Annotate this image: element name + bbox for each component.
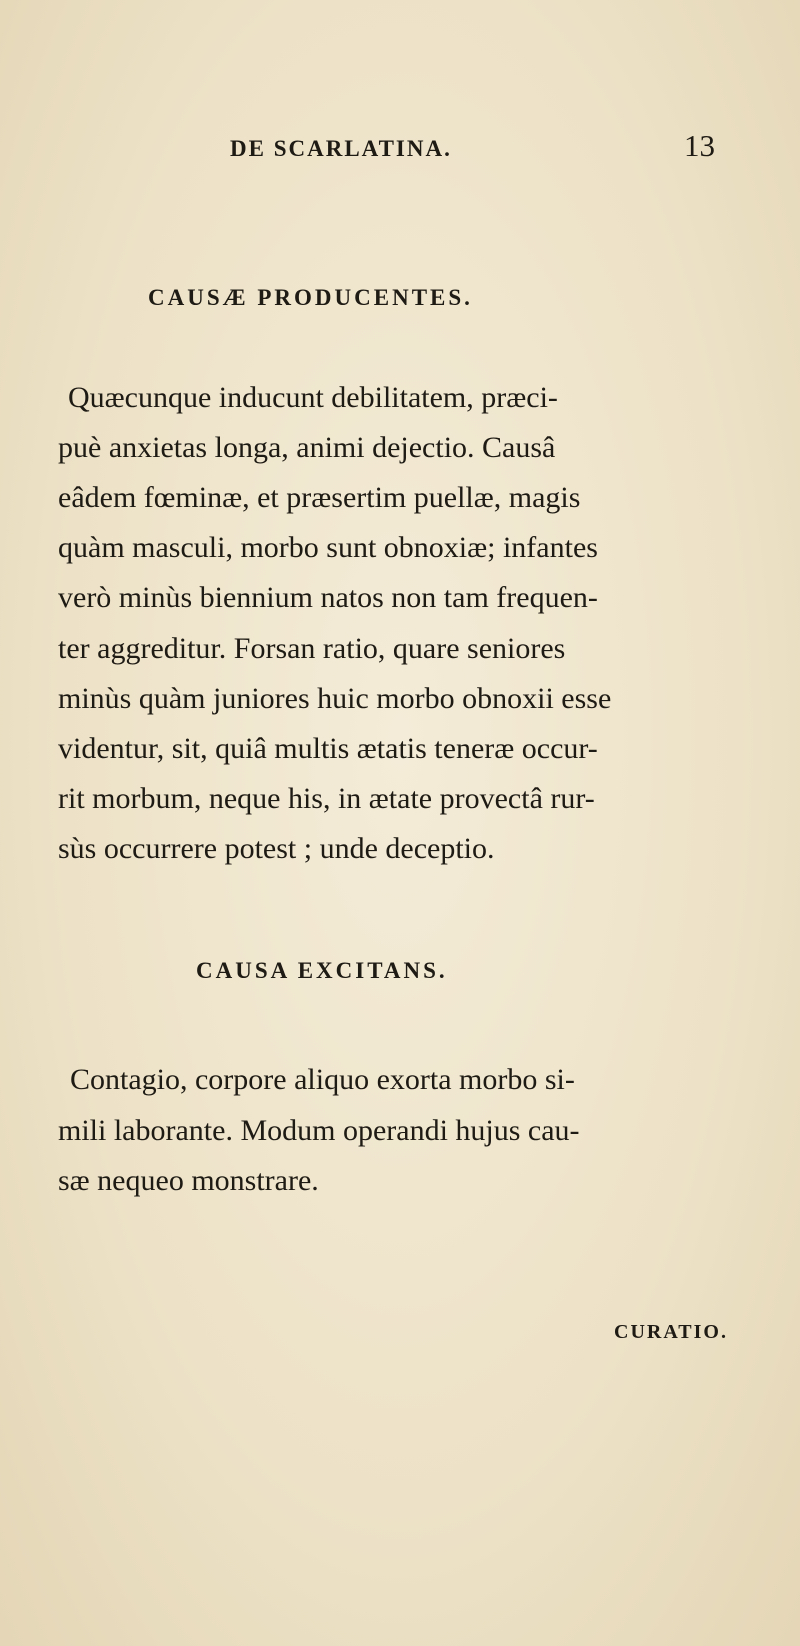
- text-line: Contagio, corpore aliquo exorta morbo si-: [70, 1063, 575, 1096]
- text-line: puè anxietas longa, animi dejectio. Causâ: [58, 431, 556, 464]
- catchword: CURATIO.: [614, 1321, 728, 1343]
- section-heading-causa-excitans: CAUSA EXCITANS.: [196, 958, 448, 983]
- text-line: quàm masculi, morbo sunt obnoxiæ; infantes: [58, 531, 598, 564]
- text-line: rit morbum, neque his, in ætate provectâ rur-: [58, 782, 595, 815]
- text-line: minùs quàm juniores huic morbo obnoxii esse: [58, 682, 612, 715]
- page-number: 13: [684, 128, 715, 163]
- text-line: eâdem fœminæ, et præsertim puellæ, magis: [58, 481, 581, 514]
- section-heading-causae-producentes: CAUSÆ PRODUCENTES.: [148, 285, 473, 310]
- text-line: sæ nequeo monstrare.: [58, 1164, 319, 1197]
- text-line: verò minùs biennium natos non tam frequen-: [58, 581, 598, 614]
- text-line: ter aggreditur. Forsan ratio, quare seniores: [58, 632, 566, 665]
- text-line: Quæcunque inducunt debilitatem, præci-: [68, 381, 558, 414]
- text-line: videntur, sit, quiâ multis ætatis teneræ occur-: [58, 732, 598, 765]
- running-title: DE SCARLATINA.: [230, 136, 452, 161]
- text-line: sùs occurrere potest ; unde deceptio.: [58, 832, 495, 865]
- text-line: mili laborante. Modum operandi hujus cau-: [58, 1114, 580, 1147]
